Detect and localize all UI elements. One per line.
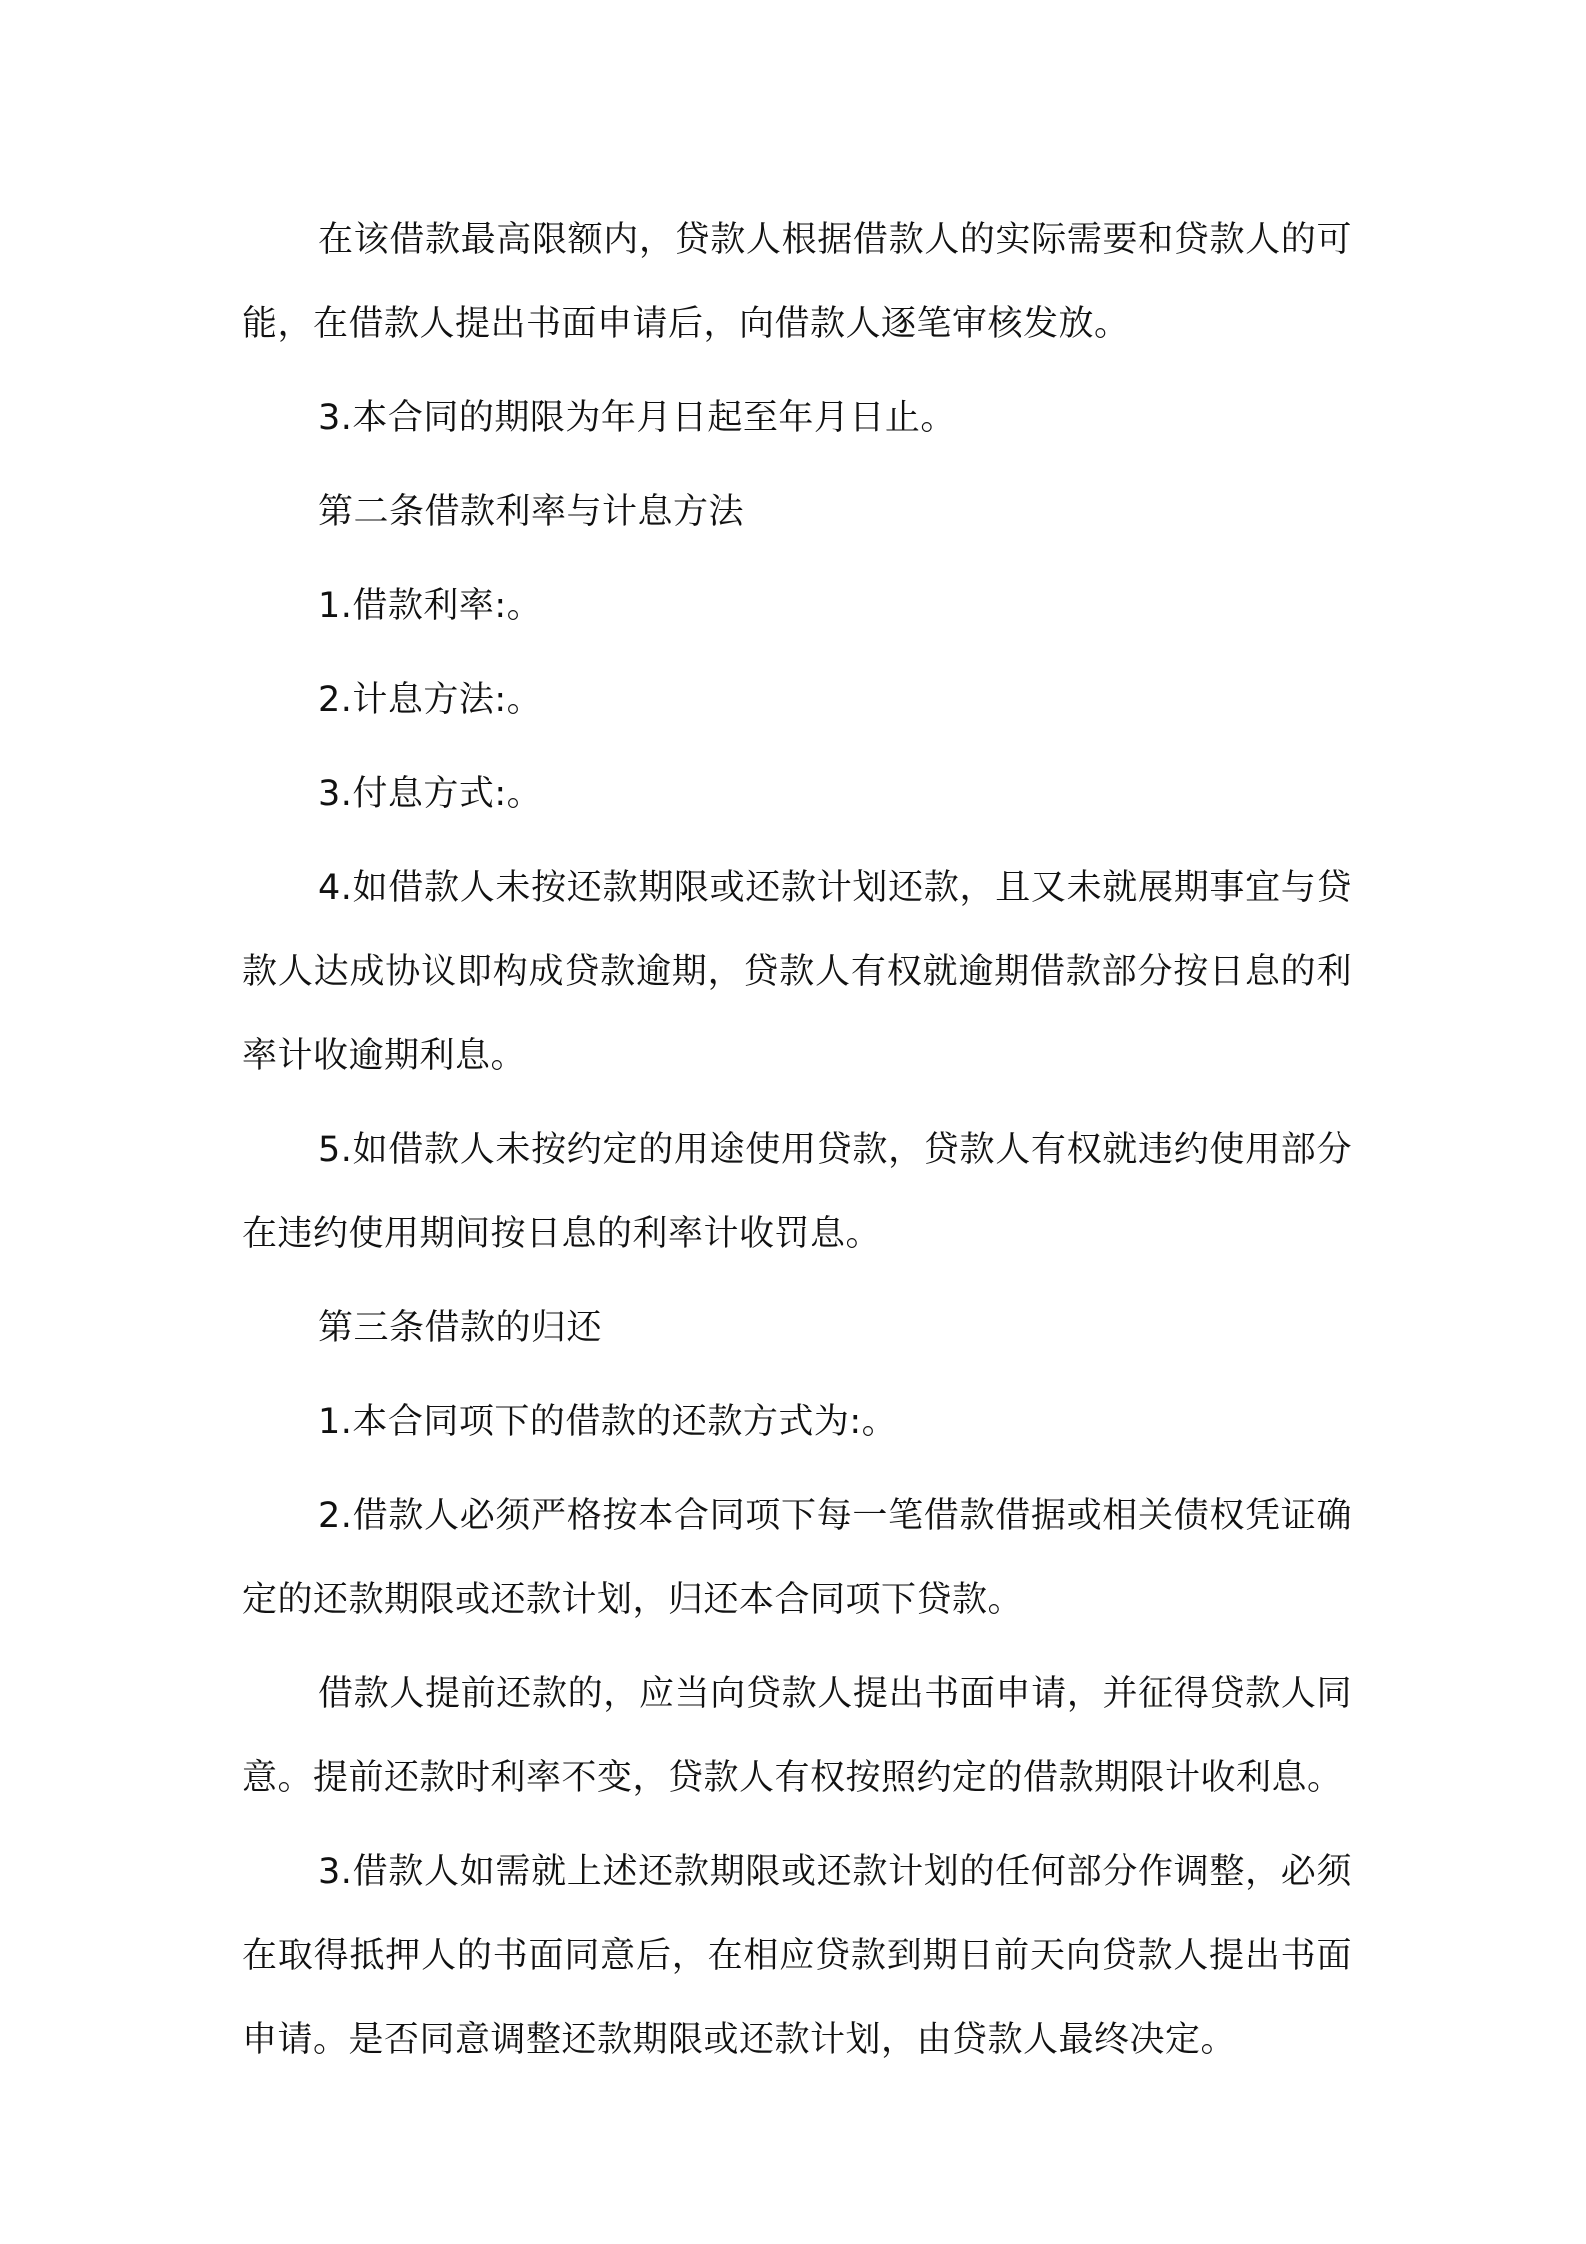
paragraph-interest-method: 2.计息方法:。 xyxy=(318,680,543,720)
paragraph-overdue-interest: 4.如借款人未按还款期限或还款计划还款，且又未就展期事宜与贷款人达成协议即构成贷款逾期，贷款人有权就逾期借款部分按日息的利率计收逾期利息。 xyxy=(242,868,1352,1076)
heading-article-3: 第三条借款的归还 xyxy=(318,1308,603,1348)
paragraph-penalty-interest: 5.如借款人未按约定的用途使用贷款，贷款人有权就违约使用部分在违约使用期间按日息的利率计收罚息。 xyxy=(242,1130,1352,1254)
paragraph-interest-rate: 1.借款利率:。 xyxy=(318,586,543,626)
document-body xyxy=(242,198,1352,2092)
paragraph-payment-method: 3.付息方式:。 xyxy=(318,774,543,814)
heading-article-2: 第二条借款利率与计息方法 xyxy=(318,492,745,532)
paragraph-contract-term: 3.本合同的期限为年月日起至年月日止。 xyxy=(318,398,956,438)
paragraph-early-repayment: 借款人提前还款的，应当向贷款人提出书面申请，并征得贷款人同意。提前还款时利率不变，贷款人有权按照约定的借款期限计收利息。 xyxy=(242,1674,1352,1798)
paragraph-repayment-schedule: 2.借款人必须严格按本合同项下每一笔借款借据或相关债权凭证确定的还款期限或还款计划，归还本合同项下贷款。 xyxy=(242,1496,1352,1620)
paragraph-credit-limit: 在该借款最高限额内，贷款人根据借款人的实际需要和贷款人的可能，在借款人提出书面申请后，向借款人逐笔审核发放。 xyxy=(242,220,1352,344)
paragraph-repayment-method: 1.本合同项下的借款的还款方式为:。 xyxy=(318,1402,898,1442)
paragraph-schedule-adjustment: 3.借款人如需就上述还款期限或还款计划的任何部分作调整，必须在取得抵押人的书面同意后，在相应贷款到期日前天向贷款人提出书面申请。是否同意调整还款期限或还款计划，由贷款人最终决定。 xyxy=(242,1852,1352,2060)
